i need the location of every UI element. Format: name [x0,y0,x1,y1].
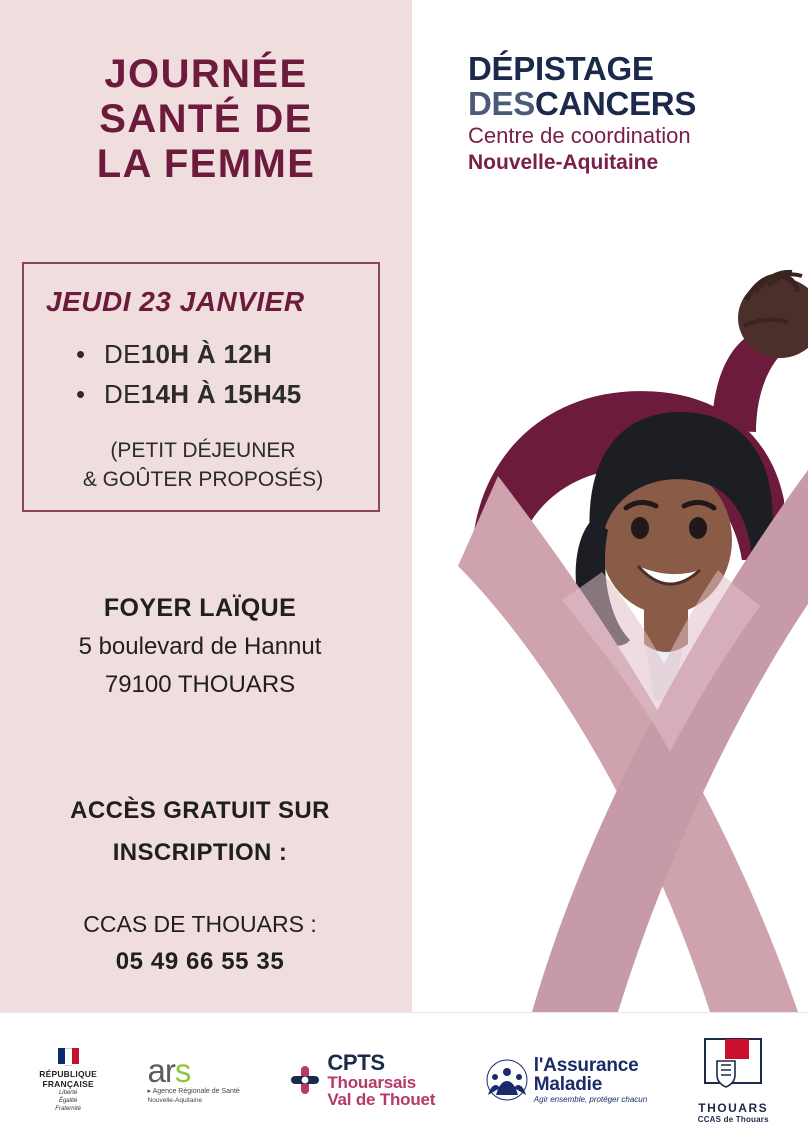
bullet-icon: • [76,379,86,409]
thouars-ccas: CCAS de Thouars [697,1114,769,1124]
assurance-maladie-line-1: l'Assurance [533,1055,639,1076]
rf-motto-3: Fraternité [55,1105,81,1112]
brand-line-depistage: DÉPISTAGE [468,50,654,87]
refreshments-note-line-2: & GOÛTER PROPOSÉS) [82,468,324,491]
date-info-box [22,262,380,512]
cpts-title: CPTS [327,1050,385,1075]
bullet-icon: • [76,339,86,369]
thouars-name: THOUARS [698,1100,769,1115]
assurance-maladie-emblem-icon [486,1059,528,1101]
contact-phone: 05 49 66 55 35 [115,948,285,975]
ars-region: Nouvelle-Aquitaine [147,1097,203,1104]
time-slot-morning [76,334,376,374]
brand-region: Nouvelle-Aquitaine [468,151,659,174]
partner-logos-footer [0,1012,808,1147]
ars-subtitle: ▸ Agence Régionale de Santé [147,1088,240,1095]
time-slot-afternoon-hours: 14H À 15H45 [140,379,302,409]
rf-line-1: RÉPUBLIQUE [39,1068,97,1079]
depistage-des-cancers-logo [468,52,788,176]
venue-city: 79100 THOUARS [104,671,296,698]
time-slot-morning-prefix: DE [104,339,141,369]
access-info [0,790,400,874]
brand-des: DES [468,85,535,122]
logo-republique-francaise [39,1048,97,1113]
rf-motto-1: Liberté [58,1089,78,1096]
brand-line-des-cancers [468,86,788,122]
event-date: JEUDI 23 JANVIER [46,286,305,317]
ars-wordmark [147,1052,240,1089]
cpts-line-3: Val de Thouet [327,1090,436,1109]
logo-ville-de-thouars [698,1037,769,1124]
page-title [0,52,412,187]
logo-ars [147,1052,240,1105]
title-line-3: LA FEMME [96,142,316,186]
assurance-maladie-tagline: Agir ensemble, protéger chacun [533,1095,648,1104]
access-line-2: INSCRIPTION : [112,839,288,866]
venue-street: 5 boulevard de Hannut [78,633,322,660]
assurance-maladie-line-2: Maladie [533,1074,603,1095]
time-slot-afternoon-prefix: DE [104,379,141,409]
refreshments-note-line-1: (PETIT DÉJEUNER [110,439,296,462]
refreshments-note [24,436,382,494]
contact-info [0,905,400,981]
rf-line-2: FRANÇAISE [42,1078,94,1089]
time-slot-afternoon [76,374,376,414]
french-flag-icon [39,1048,97,1066]
title-line-2: SANTÉ DE [99,97,313,141]
access-line-1: ACCÈS GRATUIT SUR [70,797,330,824]
ars-s: s [174,1052,191,1089]
time-slot-morning-hours: 10H À 12H [140,339,273,369]
cpts-line-2: Thouarsais [327,1073,417,1092]
venue-name: FOYER LAÏQUE [103,594,297,622]
thouars-coat-of-arms-icon [703,1037,763,1099]
medical-cross-icon [290,1065,320,1095]
logo-cpts [290,1052,435,1108]
rf-motto-2: Égalité [58,1097,78,1104]
brand-cancers: CANCERS [534,85,697,122]
contact-organisation: CCAS DE THOUARS : [83,911,317,937]
ars-ar: ar [147,1052,175,1089]
title-line-1: JOURNÉE [104,52,308,96]
time-slots [76,334,376,414]
venue-address [0,588,400,704]
brand-subtitle: Centre de coordination [468,123,691,148]
logo-assurance-maladie [486,1056,647,1104]
